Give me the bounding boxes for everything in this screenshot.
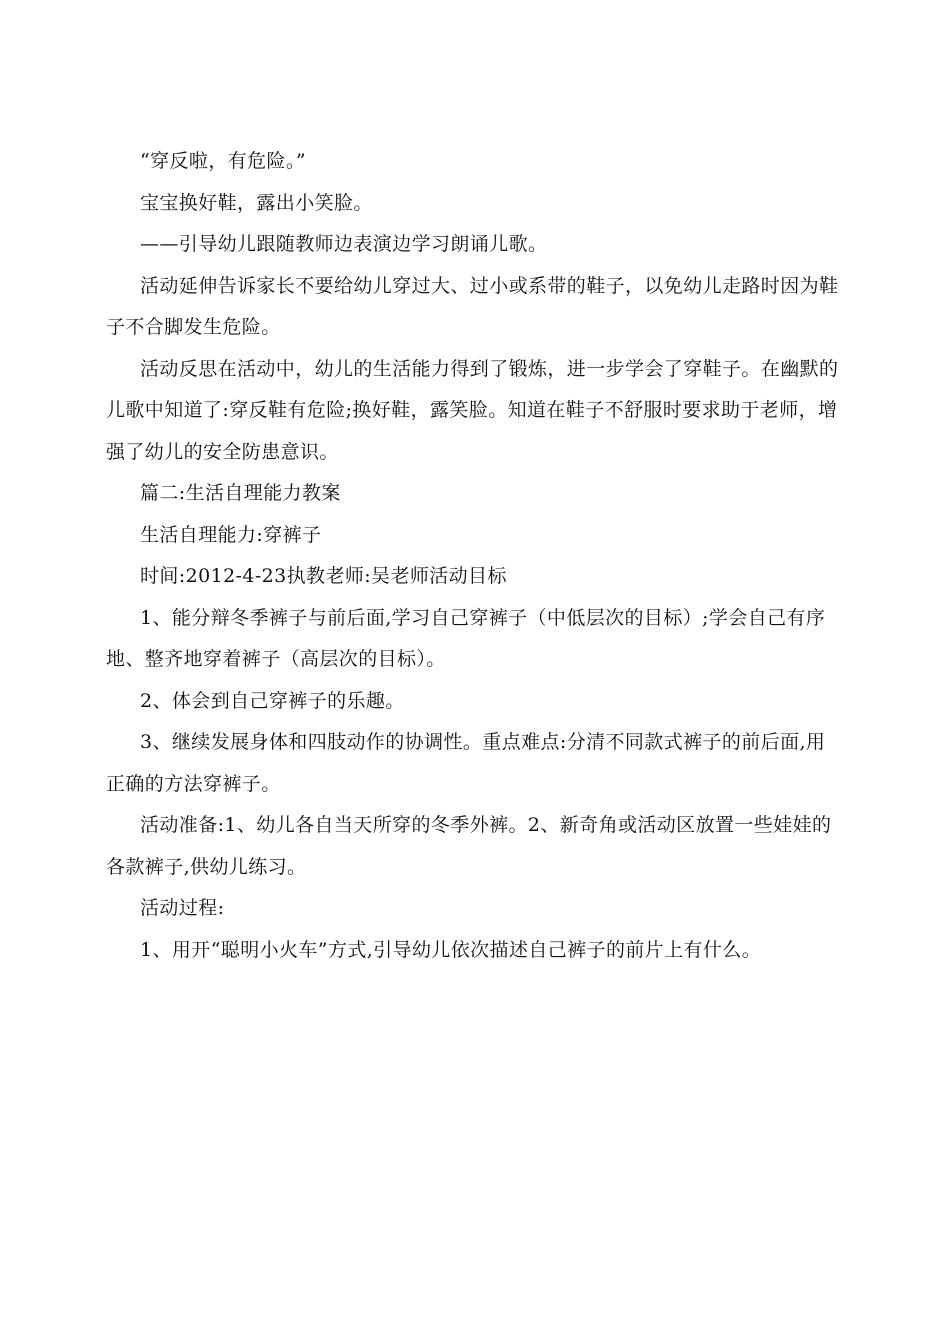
section-heading: 篇二:生活自理能力教案: [140, 482, 341, 504]
activity-preparation: 活动准备:1、幼儿各自当天所穿的冬季外裤。2、新奇角或活动区放置一些娃娃的各款裤子,供幼儿练习。: [106, 814, 832, 878]
activity-process-heading: 活动过程:: [140, 897, 225, 919]
paragraph-guidance: ——引导幼儿跟随教师边表演边学习朗诵儿歌。: [140, 233, 548, 255]
document-body: [106, 141, 844, 971]
paragraph-rhyme-line-1: “穿反啦，有危险。”: [140, 150, 306, 172]
lesson-meta: 时间:2012-4-23执教老师:吴老师活动目标: [140, 565, 507, 587]
objective-2: 2、体会到自己穿裤子的乐趣。: [140, 689, 405, 712]
paragraph-rhyme-line-2: 宝宝换好鞋，露出小笑脸。: [140, 191, 373, 214]
objective-3: 3、继续发展身体和四肢动作的协调性。重点难点:分清不同款式裤子的前后面,用正确的方法穿裤子。: [106, 731, 826, 795]
paragraph-activity-extension: 活动延伸告诉家长不要给幼儿穿过大、过小或系带的鞋子，以免幼儿走路时因为鞋子不合脚发生危险。: [106, 274, 839, 338]
lesson-title: 生活自理能力:穿裤子: [140, 523, 322, 546]
paragraph-activity-reflection: 活动反思在活动中，幼儿的生活能力得到了锻炼，进一步学会了穿鞋子。在幽默的儿歌中知道了:穿反鞋有危险;换好鞋，露笑脸。知道在鞋子不舒服时要求助于老师，增强了幼儿的安全防患意识。: [106, 357, 839, 463]
objective-1: 1、能分辩冬季裤子与前后面,学习自己穿裤子（中低层次的目标）;学会自己有序地、整齐地穿着裤子（高层次的目标）。: [106, 606, 826, 670]
process-step-1: 1、用开“聪明小火车”方式,引导幼儿依次描述自己裤子的前片上有什么。: [140, 938, 762, 961]
